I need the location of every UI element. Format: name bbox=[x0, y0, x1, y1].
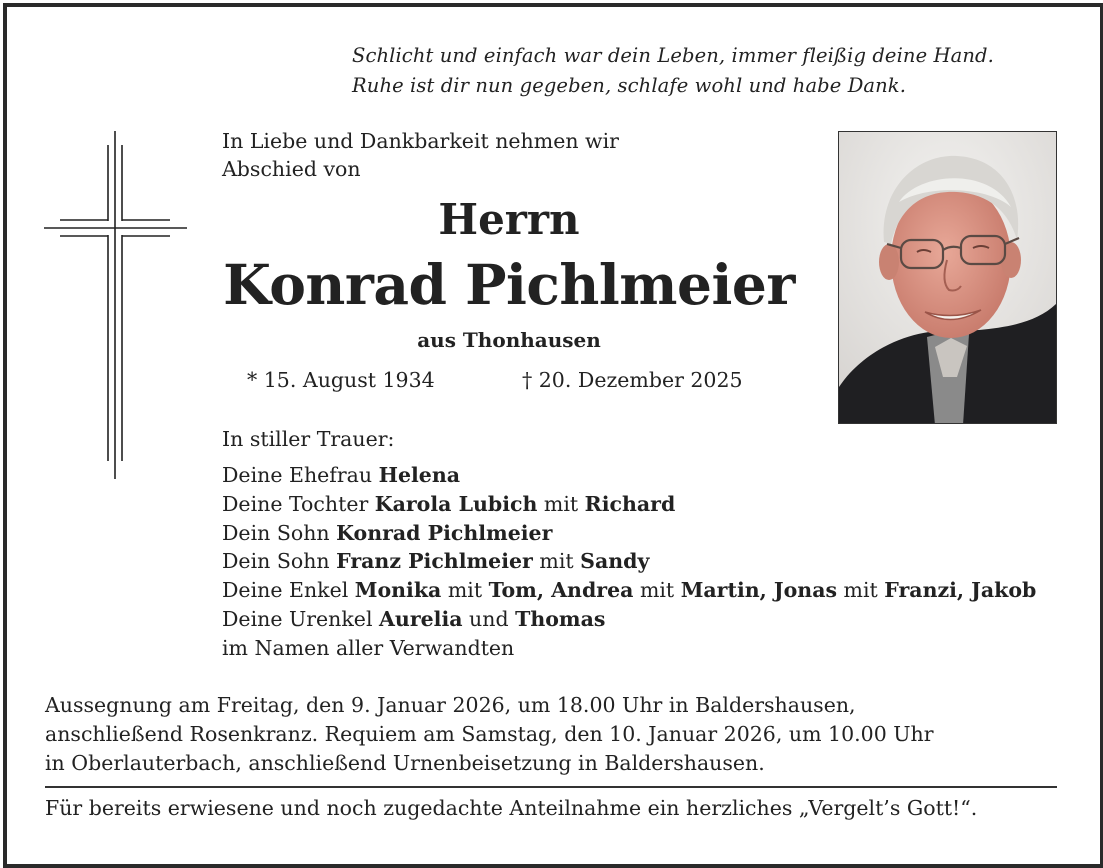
mourner-row bbox=[222, 634, 1036, 663]
mourner-name: Martin, Jonas bbox=[680, 578, 838, 603]
mourner-relation: Dein Sohn bbox=[222, 549, 337, 574]
mourner-row bbox=[222, 576, 1036, 605]
mourner-relation: Dein Sohn bbox=[222, 520, 337, 545]
intro-line-2: Abschied von bbox=[222, 157, 361, 181]
mourners-list bbox=[222, 461, 1036, 663]
mourner-name: Karola Lubich bbox=[374, 491, 538, 516]
deceased-origin: aus Thonhausen bbox=[417, 328, 601, 352]
mourner-name: Konrad Pichlmeier bbox=[336, 520, 553, 545]
mourner-name: Tom, Andrea bbox=[488, 578, 634, 603]
deceased-name: Konrad Pichlmeier bbox=[223, 252, 795, 317]
poem-line-1: Schlicht und einfach war dein Leben, immer fleißig deine Hand. bbox=[352, 44, 994, 67]
portrait-photo bbox=[838, 131, 1057, 424]
death-date: † 20. Dezember 2025 bbox=[522, 368, 743, 392]
mourning-heading: In stiller Trauer: bbox=[222, 427, 395, 451]
funeral-details bbox=[45, 691, 934, 778]
funeral-line-1: Aussegnung am Freitag, den 9. Januar 2026, um 18.00 Uhr in Baldershausen, bbox=[45, 693, 856, 717]
intro-text bbox=[222, 127, 619, 183]
thanks-text: Für bereits erwiesene und noch zugedachte Anteilnahme ein herzliches „Vergelt’s Gott!“. bbox=[45, 796, 978, 820]
mourner-relation: Deine Urenkel bbox=[222, 606, 380, 631]
mourner-name: Sandy bbox=[580, 549, 650, 574]
salutation: Herrn bbox=[438, 195, 580, 244]
divider bbox=[45, 786, 1057, 788]
mourner-relation: Deine Tochter bbox=[222, 491, 375, 516]
mourner-relation: mit bbox=[532, 549, 581, 574]
mourner-name: Aurelia bbox=[379, 606, 463, 631]
mourner-row bbox=[222, 519, 1036, 548]
mourner-name: Franz Pichlmeier bbox=[336, 549, 533, 574]
mourner-relation: und bbox=[462, 606, 516, 631]
mourner-row bbox=[222, 547, 1036, 576]
poem-line-2: Ruhe ist dir nun gegeben, schlafe wohl und habe Dank. bbox=[352, 74, 907, 97]
mourner-name: Monika bbox=[354, 578, 442, 603]
mourner-row bbox=[222, 490, 1036, 519]
mourner-row bbox=[222, 605, 1036, 634]
poem bbox=[352, 41, 994, 101]
mourner-relation: mit bbox=[837, 578, 885, 603]
mourner-relation: mit bbox=[633, 578, 681, 603]
mourner-relation: mit bbox=[537, 491, 585, 516]
mourner-name: Helena bbox=[378, 463, 461, 487]
birth-date: * 15. August 1934 bbox=[247, 368, 435, 392]
mourner-name: Franzi, Jakob bbox=[884, 578, 1037, 603]
mourner-relation: Deine Enkel bbox=[222, 578, 355, 603]
funeral-line-2: anschließend Rosenkranz. Requiem am Samstag, den 10. Januar 2026, um 10.00 Uhr bbox=[45, 722, 934, 746]
mourner-name: Thomas bbox=[515, 606, 606, 631]
intro-line-1: In Liebe und Dankbarkeit nehmen wir bbox=[222, 129, 619, 153]
portrait-illustration bbox=[839, 132, 1057, 424]
funeral-line-3: in Oberlauterbach, anschließend Urnenbeisetzung in Baldershausen. bbox=[45, 751, 765, 775]
mourner-relation: im Namen aller Verwandten bbox=[222, 635, 515, 660]
mourner-row bbox=[222, 461, 1036, 490]
mourner-name: Richard bbox=[584, 491, 676, 516]
mourner-relation: Deine Ehefrau bbox=[222, 463, 379, 487]
mourner-relation: mit bbox=[441, 578, 489, 603]
